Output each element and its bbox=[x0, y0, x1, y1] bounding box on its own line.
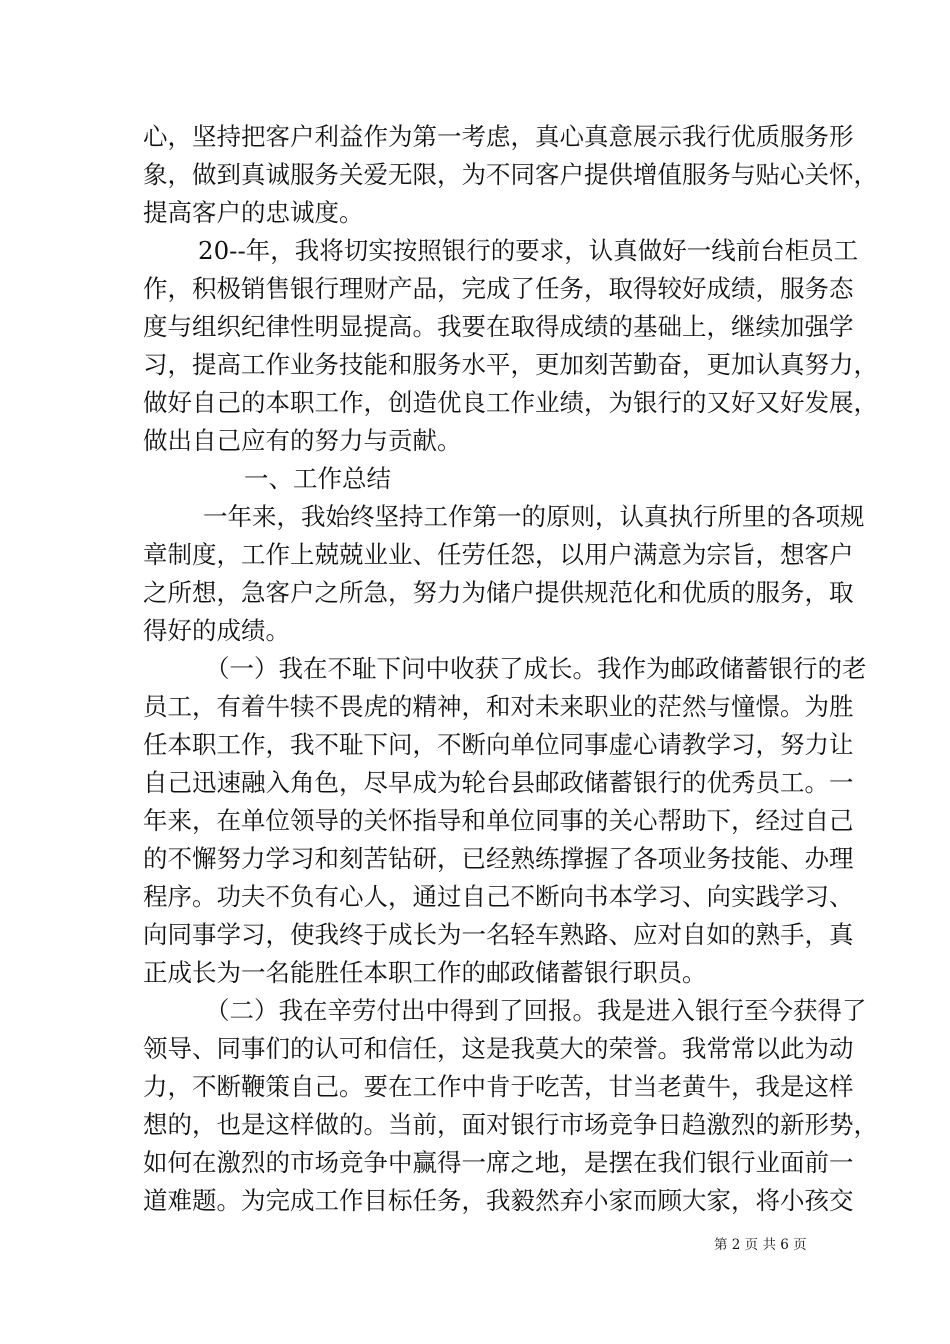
paragraph-5-line-4: 想的，也是这样做的。当前，面对银行市场竞争日趋激烈的新形势， bbox=[143, 1110, 878, 1139]
paragraph-4-line-4: 自己迅速融入角色，尽早成为轮台县邮政储蓄银行的优秀员工。一 bbox=[143, 768, 854, 797]
paragraph-4-line-2: 员工，有着牛犊不畏虎的精神，和对未来职业的茫然与憧憬。为胜 bbox=[143, 692, 854, 721]
paragraph-1-line-3: 提高客户的忠诚度。 bbox=[143, 198, 364, 227]
paragraph-3-line-2: 章制度，工作上兢兢业业、任劳任怨，以用户满意为宗旨，想客户 bbox=[143, 540, 854, 569]
paragraph-5-line-3: 力，不断鞭策自己。要在工作中肯于吃苦，甘当老黄牛，我是这样 bbox=[143, 1072, 854, 1101]
paragraph-3-line-1: 一年来，我始终坚持工作第一的原则，认真执行所里的各项规 bbox=[203, 502, 865, 531]
page-number-footer: 第 2 页 共 6 页 bbox=[714, 1237, 807, 1253]
paragraph-2-line-4: 习，提高工作业务技能和服务水平，更加刻苦勤奋，更加认真努力， bbox=[143, 350, 878, 379]
paragraph-5-line-2: 领导、同事们的认可和信任，这是我莫大的荣誉。我常常以此为动 bbox=[143, 1034, 854, 1063]
paragraph-3-line-4: 得好的成绩。 bbox=[143, 616, 290, 645]
paragraph-5-line-6: 道难题。为完成工作目标任务，我毅然弃小家而顾大家，将小孩交 bbox=[143, 1186, 854, 1215]
paragraph-1-line-1: 心，坚持把客户利益作为第一考虑，真心真意展示我行优质服务形 bbox=[143, 122, 854, 151]
paragraph-2-line-3: 度与组织纪律性明显提高。我要在取得成绩的基础上，继续加强学 bbox=[143, 312, 854, 341]
paragraph-4-line-6: 的不懈努力学习和刻苦钻研，已经熟练撑握了各项业务技能、办理 bbox=[143, 844, 854, 873]
paragraph-1-line-2: 象，做到真诚服务关爱无限，为不同客户提供增值服务与贴心关怀， bbox=[143, 160, 878, 189]
paragraph-3-line-3: 之所想，急客户之所急，努力为储户提供规范化和优质的服务，取 bbox=[143, 578, 854, 607]
paragraph-5-line-5: 如何在激烈的市场竞争中赢得一席之地，是摆在我们银行业面前一 bbox=[143, 1148, 854, 1177]
paragraph-4-line-1: （一）我在不耻下问中收获了成长。我作为邮政储蓄银行的老 bbox=[205, 654, 867, 683]
paragraph-2-line-5: 做好自己的本职工作，创造优良工作业绩，为银行的又好又好发展， bbox=[143, 388, 878, 417]
paragraph-5-line-1: （二）我在辛劳付出中得到了回报。我是进入银行至今获得了 bbox=[205, 996, 867, 1025]
paragraph-4-line-9: 正成长为一名能胜任本职工作的邮政储蓄银行职员。 bbox=[143, 958, 707, 987]
paragraph-2-line-2: 作，积极销售银行理财产品，完成了任务，取得较好成绩，服务态 bbox=[143, 274, 854, 303]
paragraph-2-line-1: 20--年，我将切实按照银行的要求，认真做好一线前台柜员工 bbox=[198, 236, 859, 265]
paragraph-2-line-6: 做出自己应有的努力与贡献。 bbox=[143, 426, 462, 455]
paragraph-4-line-5: 年来，在单位领导的关怀指导和单位同事的关心帮助下，经过自己 bbox=[143, 806, 854, 835]
section-heading: 一、工作总结 bbox=[244, 464, 391, 493]
paragraph-4-line-3: 任本职工作，我不耻下问，不断向单位同事虚心请教学习，努力让 bbox=[143, 730, 854, 759]
paragraph-4-line-7: 程序。功夫不负有心人，通过自己不断向书本学习、向实践学习、 bbox=[143, 882, 854, 911]
paragraph-4-line-8: 向同事学习，使我终于成长为一名轻车熟路、应对自如的熟手，真 bbox=[143, 920, 854, 949]
